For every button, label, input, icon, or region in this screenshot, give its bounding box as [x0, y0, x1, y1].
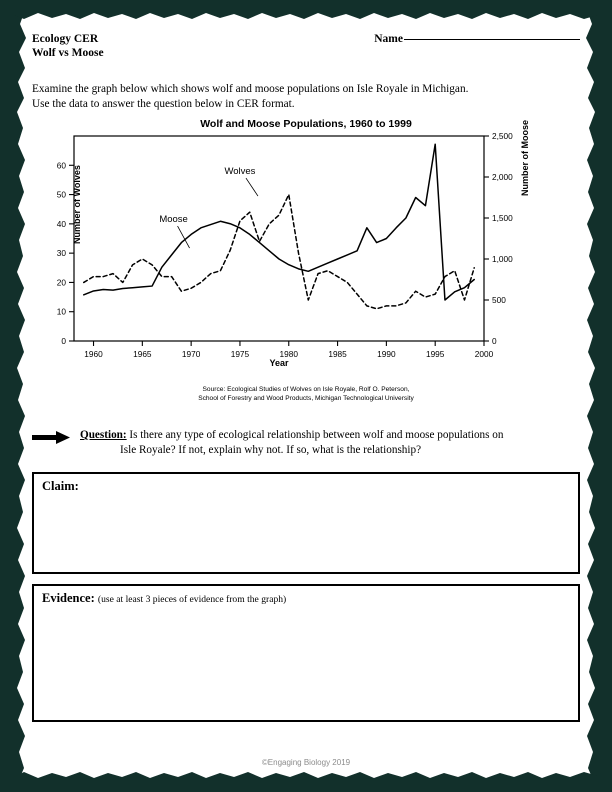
question-line-1: Is there any type of ecological relationship between wolf and moose populations on: [129, 429, 504, 441]
evidence-hint: (use at least 3 pieces of evidence from the graph): [97, 594, 287, 605]
claim-box-header: [42, 479, 79, 494]
svg-text:30: 30: [56, 248, 66, 259]
svg-text:Moose: Moose: [159, 214, 188, 226]
svg-text:1965: 1965: [133, 349, 152, 359]
question-text: [80, 428, 580, 457]
svg-text:1985: 1985: [328, 349, 347, 359]
title-line-1: Ecology CER: [32, 33, 99, 45]
svg-text:2,500: 2,500: [492, 131, 513, 141]
svg-text:2000: 2000: [474, 349, 494, 359]
svg-text:40: 40: [56, 218, 66, 229]
svg-text:500: 500: [492, 295, 506, 305]
name-input-rule[interactable]: [404, 39, 580, 40]
name-label: Name: [374, 33, 403, 45]
question-line-2: Isle Royale? If not, explain why not. If so, what is the relationship?: [120, 443, 422, 456]
evidence-box-header: [42, 591, 286, 606]
population-line-chart: [56, 131, 544, 371]
svg-text:1995: 1995: [425, 349, 445, 359]
footer-copyright: ©Engaging Biology 2019: [261, 758, 351, 767]
question-label: Question:: [80, 429, 127, 441]
svg-text:2,000: 2,000: [492, 172, 513, 182]
svg-text:0: 0: [61, 336, 66, 346]
instructions: [32, 82, 580, 111]
figure: [14, 118, 598, 418]
svg-text:1,000: 1,000: [492, 254, 513, 264]
instructions-line-2: Use the data to answer the question below in CER format.: [32, 97, 295, 110]
svg-text:1990: 1990: [377, 349, 396, 359]
svg-text:1960: 1960: [84, 349, 103, 359]
svg-text:0: 0: [492, 336, 497, 346]
x-axis-label: Year: [269, 358, 289, 368]
chart-title: Wolf and Moose Populations, 1960 to 1999: [200, 118, 412, 130]
page-title: [32, 32, 104, 60]
worksheet-sheet: [14, 10, 598, 782]
claim-answer-box[interactable]: [32, 472, 580, 574]
svg-text:1980: 1980: [279, 349, 298, 359]
instructions-line-1: Examine the graph below which shows wolf and moose populations on Isle Royale in Michigan.: [32, 83, 469, 95]
source-line-2: School of Forestry and Wood Products, Michigan Technological University: [198, 394, 414, 402]
right-arrow-icon: [32, 431, 70, 444]
svg-text:10: 10: [56, 306, 66, 317]
page-content: [14, 10, 598, 782]
evidence-label: Evidence:: [42, 591, 95, 605]
evidence-answer-box[interactable]: [32, 584, 580, 722]
svg-text:1,500: 1,500: [492, 213, 513, 223]
svg-text:1970: 1970: [181, 349, 201, 359]
svg-text:1975: 1975: [230, 349, 250, 359]
title-line-2: Wolf vs Moose: [32, 47, 104, 59]
claim-label: Claim:: [42, 479, 79, 493]
svg-text:Wolves: Wolves: [224, 166, 256, 178]
worksheet-header: [32, 32, 580, 72]
name-field[interactable]: [374, 33, 580, 45]
y-axis-left-label: Number of Wolves: [72, 165, 82, 244]
source-line-1: Source: Ecological Studies of Wolves on Isle Royale, Rolf O. Peterson,: [202, 386, 410, 393]
y-axis-right-label: Number of Moose: [520, 119, 530, 196]
svg-text:50: 50: [56, 189, 66, 200]
svg-text:20: 20: [56, 277, 66, 288]
chart-source-citation: [14, 386, 598, 403]
svg-text:60: 60: [56, 160, 66, 171]
